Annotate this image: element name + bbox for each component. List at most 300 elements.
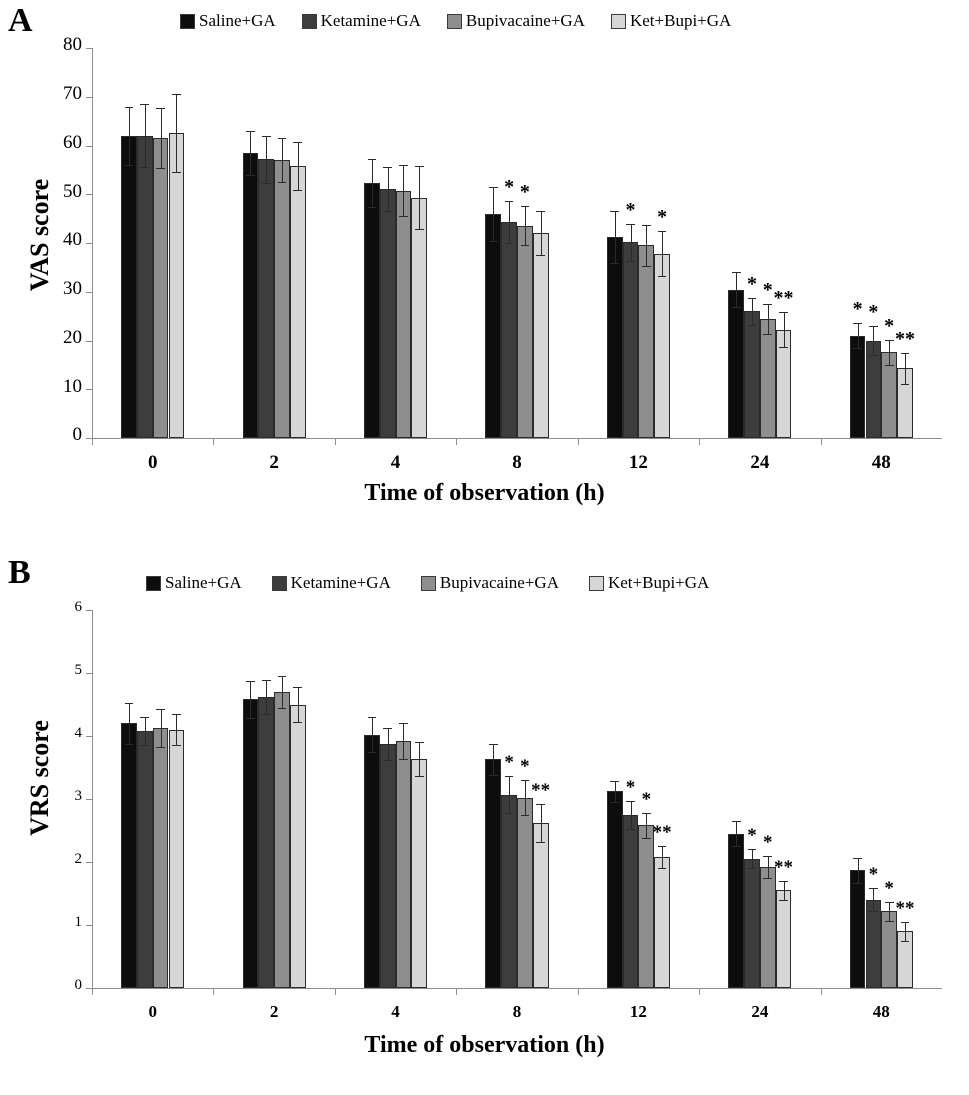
y-axis-tick-label: 80: [63, 34, 82, 56]
error-bar-cap: [399, 165, 408, 166]
error-bar-cap: [278, 708, 287, 709]
error-bar: [161, 108, 162, 168]
bar: [760, 319, 776, 438]
error-bar-cap: [172, 714, 181, 715]
bar: [850, 336, 866, 438]
y-axis-tick: [86, 673, 92, 674]
error-bar: [662, 846, 663, 867]
y-axis-tick: [86, 389, 92, 390]
error-bar-cap: [415, 742, 424, 743]
bar: [380, 189, 396, 438]
error-bar-cap: [610, 802, 619, 803]
x-axis-tick: [335, 438, 336, 445]
error-bar-cap: [262, 136, 271, 137]
error-bar-cap: [536, 842, 545, 843]
error-bar-cap: [415, 166, 424, 167]
error-bar-cap: [415, 776, 424, 777]
error-bar-cap: [658, 868, 667, 869]
legend-swatch-icon: [589, 576, 604, 591]
error-bar-cap: [779, 900, 788, 901]
error-bar-cap: [368, 752, 377, 753]
y-axis-tick-label: 1: [74, 914, 82, 931]
legend-label: Saline+GA: [199, 11, 276, 30]
error-bar-cap: [901, 941, 910, 942]
error-bar-cap: [156, 747, 165, 748]
error-bar-cap: [383, 211, 392, 212]
error-bar-cap: [125, 703, 134, 704]
significance-marker: *: [504, 751, 514, 773]
legend-item: [180, 11, 276, 31]
y-axis-tick-label: 2: [74, 851, 82, 868]
y-axis-tick: [86, 925, 92, 926]
bar: [364, 735, 380, 988]
x-axis-line: [92, 438, 942, 439]
legend-swatch-icon: [302, 14, 317, 29]
legend-swatch-icon: [421, 576, 436, 591]
error-bar: [145, 104, 146, 167]
bar: [485, 214, 501, 438]
error-bar: [525, 206, 526, 245]
error-bar-cap: [658, 231, 667, 232]
error-bar-cap: [853, 348, 862, 349]
error-bar-cap: [521, 815, 530, 816]
error-bar-cap: [642, 266, 651, 267]
bar: [258, 697, 274, 988]
x-axis-tick-label: 4: [390, 452, 401, 473]
y-axis-tick-label: 70: [63, 83, 82, 105]
error-bar: [541, 211, 542, 255]
y-axis-line: [92, 610, 93, 989]
error-bar-cap: [536, 255, 545, 256]
x-axis-tick-label: 12: [628, 452, 648, 473]
error-bar-cap: [140, 745, 149, 746]
bar: [153, 138, 169, 438]
error-bar-cap: [489, 775, 498, 776]
y-axis-tick: [86, 610, 92, 611]
error-bar-cap: [610, 263, 619, 264]
y-axis-tick-label: 5: [74, 662, 82, 679]
legend-label: Bupivacaine+GA: [465, 11, 585, 30]
bar: [396, 191, 412, 438]
error-bar-cap: [278, 138, 287, 139]
legend-label: Saline+GA: [165, 573, 242, 592]
error-bar-cap: [140, 167, 149, 168]
error-bar-cap: [626, 829, 635, 830]
error-bar: [419, 742, 420, 776]
bar: [290, 166, 306, 438]
error-bar-cap: [732, 846, 741, 847]
legend-item: [302, 11, 421, 31]
bar: [623, 815, 639, 988]
error-bar: [419, 166, 420, 229]
bar: [728, 834, 744, 988]
legend-swatch-icon: [272, 576, 287, 591]
error-bar-cap: [246, 681, 255, 682]
error-bar: [905, 922, 906, 941]
error-bar-cap: [658, 846, 667, 847]
bar: [638, 825, 654, 988]
y-axis-tick-label: 6: [74, 599, 82, 616]
panel-a: [0, 0, 969, 545]
error-bar-cap: [399, 759, 408, 760]
significance-marker: *: [868, 300, 879, 323]
bar: [517, 798, 533, 988]
y-axis-tick: [86, 862, 92, 863]
x-axis-tick: [213, 438, 214, 445]
legend-item: [447, 11, 585, 31]
error-bar-cap: [415, 229, 424, 230]
error-bar-cap: [172, 94, 181, 95]
bar: [243, 153, 259, 438]
bar: [274, 692, 290, 988]
error-bar: [282, 138, 283, 182]
error-bar-cap: [125, 165, 134, 166]
y-axis-tick: [86, 97, 92, 98]
significance-marker: **: [894, 327, 915, 350]
bar: [881, 911, 897, 988]
bar: [776, 890, 792, 988]
error-bar-cap: [293, 722, 302, 723]
y-axis-tick-label: 50: [63, 180, 82, 202]
error-bar: [298, 142, 299, 191]
error-bar: [388, 728, 389, 760]
error-bar-cap: [156, 108, 165, 109]
x-axis-tick: [456, 988, 457, 995]
significance-marker: *: [884, 877, 894, 899]
error-bar: [266, 680, 267, 714]
bar: [137, 731, 153, 988]
error-bar-cap: [779, 881, 788, 882]
error-bar: [176, 94, 177, 172]
bar: [533, 823, 549, 988]
legend-label: Ketamine+GA: [290, 573, 391, 592]
error-bar-cap: [262, 680, 271, 681]
error-bar-cap: [853, 858, 862, 859]
error-bar: [250, 681, 251, 719]
y-axis-tick-label: 0: [72, 424, 82, 446]
bar: [517, 226, 533, 438]
significance-marker: *: [884, 314, 895, 337]
legend-label: Ket+Bupi+GA: [607, 573, 710, 592]
significance-marker: *: [625, 198, 636, 221]
error-bar: [372, 717, 373, 752]
bar: [121, 723, 137, 988]
error-bar: [129, 107, 130, 166]
bar: [623, 242, 639, 438]
error-bar: [145, 717, 146, 745]
bar: [411, 759, 427, 988]
bar: [243, 699, 259, 988]
error-bar: [282, 676, 283, 708]
error-bar-cap: [521, 245, 530, 246]
legend-swatch-icon: [447, 14, 462, 29]
legend-label: Bupivacaine+GA: [439, 573, 559, 592]
error-bar-cap: [901, 353, 910, 354]
error-bar-cap: [246, 131, 255, 132]
significance-marker: *: [657, 206, 668, 229]
y-axis-tick-label: 20: [63, 326, 82, 348]
error-bar: [266, 136, 267, 183]
error-bar-cap: [368, 207, 377, 208]
bar: [153, 728, 169, 988]
plot-area-a: [63, 34, 942, 473]
bar: [654, 857, 670, 988]
y-axis-tick: [86, 48, 92, 49]
bar: [850, 870, 866, 988]
bar: [607, 237, 623, 438]
x-axis-tick: [92, 988, 93, 995]
x-axis-tick: [335, 988, 336, 995]
y-axis-tick: [86, 292, 92, 293]
error-bar: [631, 224, 632, 261]
bar: [485, 759, 501, 988]
bar: [380, 744, 396, 988]
error-bar: [372, 159, 373, 208]
significance-marker: **: [531, 780, 551, 802]
error-bar-cap: [885, 921, 894, 922]
error-bar: [129, 703, 130, 745]
error-bar-cap: [278, 676, 287, 677]
x-axis-tick-label: 24: [750, 452, 770, 473]
bar: [744, 311, 760, 438]
x-axis-tick-label: 0: [148, 1002, 157, 1021]
significance-marker: **: [895, 897, 915, 919]
error-bar-cap: [853, 323, 862, 324]
error-bar-cap: [748, 325, 757, 326]
error-bar-cap: [246, 718, 255, 719]
bar: [866, 900, 882, 988]
panel-a-letter: A: [8, 2, 33, 39]
significance-marker: *: [747, 825, 757, 847]
error-bar: [388, 167, 389, 211]
significance-marker: **: [774, 856, 794, 878]
error-bar-cap: [140, 717, 149, 718]
error-bar-cap: [901, 384, 910, 385]
x-axis-title-b: Time of observation (h): [364, 1032, 605, 1058]
error-bar: [509, 201, 510, 243]
error-bar-cap: [262, 714, 271, 715]
error-bar-cap: [262, 183, 271, 184]
error-bar-cap: [779, 347, 788, 348]
legend-item: [421, 573, 559, 593]
bar: [760, 867, 776, 988]
significance-marker: *: [868, 864, 879, 886]
error-bar-cap: [748, 868, 757, 869]
error-bar-cap: [383, 728, 392, 729]
error-bar-cap: [505, 243, 514, 244]
error-bar-cap: [140, 104, 149, 105]
error-bar-cap: [172, 745, 181, 746]
error-bar-cap: [869, 911, 878, 912]
x-axis-tick: [456, 438, 457, 445]
bar: [121, 136, 137, 438]
error-bar-cap: [658, 276, 667, 277]
error-bar-cap: [172, 172, 181, 173]
bar: [654, 254, 670, 438]
error-bar-cap: [732, 307, 741, 308]
x-axis-tick-label: 0: [147, 452, 158, 473]
x-axis-tick: [578, 988, 579, 995]
error-bar: [784, 312, 785, 347]
error-bar-cap: [732, 821, 741, 822]
x-axis-tick-label: 4: [391, 1002, 400, 1021]
x-axis-tick-label: 48: [871, 452, 891, 473]
y-axis-tick: [86, 146, 92, 147]
x-axis-tick: [92, 438, 93, 445]
bar: [411, 198, 427, 438]
y-axis-tick-label: 30: [63, 278, 82, 300]
significance-marker: *: [762, 279, 773, 302]
error-bar: [509, 776, 510, 814]
bar: [169, 730, 185, 988]
bar: [396, 741, 412, 988]
x-axis-tick-label: 2: [269, 1002, 279, 1021]
significance-marker: *: [746, 272, 757, 295]
x-axis-tick-label: 12: [629, 1002, 647, 1021]
error-bar-cap: [125, 744, 134, 745]
error-bar-cap: [156, 709, 165, 710]
x-axis-line: [92, 988, 942, 989]
legend-item: [272, 573, 391, 593]
error-bar-cap: [536, 804, 545, 805]
x-axis-tick-label: 48: [872, 1002, 890, 1021]
legend-panel-a: [180, 10, 757, 32]
significance-marker: *: [641, 788, 652, 810]
legend-label: Ketamine+GA: [320, 11, 421, 30]
y-axis-line: [92, 48, 93, 439]
bar: [169, 133, 185, 438]
bar: [728, 290, 744, 438]
y-axis-tick-label: 0: [74, 977, 82, 994]
y-axis-tick-label: 40: [63, 229, 82, 251]
x-axis-tick-label: 2: [269, 452, 279, 473]
error-bar-cap: [869, 355, 878, 356]
error-bar: [161, 709, 162, 747]
error-bar: [662, 231, 663, 276]
error-bar: [646, 225, 647, 266]
panel-b: [0, 548, 969, 1095]
error-bar: [768, 304, 769, 333]
legend-item: [611, 11, 731, 31]
y-axis-title-a: VAS score: [25, 178, 54, 292]
x-axis-tick-label: 8: [512, 1002, 522, 1021]
error-bar-cap: [885, 365, 894, 366]
bar: [290, 705, 306, 989]
bar: [607, 791, 623, 988]
y-axis-tick-label: 3: [74, 788, 82, 805]
error-bar: [752, 298, 753, 325]
error-bar-cap: [383, 760, 392, 761]
legend-item: [146, 573, 242, 593]
x-axis-tick: [821, 988, 822, 995]
error-bar-cap: [779, 312, 788, 313]
x-axis-tick-label: 24: [751, 1002, 769, 1021]
error-bar-cap: [383, 167, 392, 168]
error-bar: [858, 323, 859, 348]
error-bar-cap: [536, 211, 545, 212]
plot-area-b: [74, 599, 942, 1021]
error-bar-cap: [521, 206, 530, 207]
x-axis-tick: [699, 438, 700, 445]
error-bar: [784, 881, 785, 900]
error-bar: [176, 714, 177, 746]
significance-marker: *: [763, 831, 773, 853]
legend-swatch-icon: [180, 14, 195, 29]
error-bar: [403, 723, 404, 758]
y-axis-tick: [86, 799, 92, 800]
y-axis-tick: [86, 341, 92, 342]
x-axis-title-a: Time of observation (h): [364, 480, 605, 506]
error-bar: [752, 849, 753, 868]
x-axis-tick: [578, 438, 579, 445]
x-axis-tick: [699, 988, 700, 995]
error-bar: [250, 131, 251, 175]
bar: [501, 222, 517, 438]
bar: [258, 159, 274, 438]
bar: [533, 233, 549, 438]
error-bar-cap: [368, 159, 377, 160]
significance-marker: *: [625, 776, 636, 798]
error-bar-cap: [278, 182, 287, 183]
error-bar-cap: [125, 107, 134, 108]
legend-item: [589, 573, 709, 593]
y-axis-tick-label: 10: [63, 375, 82, 397]
error-bar-cap: [626, 224, 635, 225]
x-axis-tick-label: 8: [512, 452, 522, 473]
y-axis-tick: [86, 243, 92, 244]
error-bar-cap: [489, 241, 498, 242]
significance-marker: *: [852, 297, 863, 320]
error-bar-cap: [489, 744, 498, 745]
bar: [501, 795, 517, 988]
x-axis-tick: [821, 438, 822, 445]
y-axis-tick: [86, 736, 92, 737]
y-axis-title-b: VRS score: [25, 720, 54, 836]
significance-marker: **: [652, 822, 672, 844]
error-bar: [403, 165, 404, 216]
legend-label: Ket+Bupi+GA: [629, 11, 732, 30]
bar: [744, 859, 760, 988]
legend-swatch-icon: [146, 576, 161, 591]
error-bar-cap: [293, 687, 302, 688]
y-axis-tick-label: 4: [74, 725, 82, 742]
bar: [364, 183, 380, 438]
bar: [274, 160, 290, 438]
error-bar: [905, 353, 906, 384]
significance-marker: *: [520, 756, 530, 778]
error-bar: [298, 687, 299, 722]
significance-marker: *: [519, 181, 530, 204]
bar: [638, 245, 654, 438]
error-bar-cap: [156, 168, 165, 169]
error-bar-cap: [763, 334, 772, 335]
panel-b-letter: B: [8, 554, 31, 591]
error-bar-cap: [505, 813, 514, 814]
bar: [137, 136, 153, 438]
legend-swatch-icon: [611, 14, 626, 29]
error-bar-cap: [399, 723, 408, 724]
error-bar-cap: [246, 175, 255, 176]
significance-marker: **: [773, 287, 794, 310]
error-bar-cap: [763, 878, 772, 879]
error-bar-cap: [626, 261, 635, 262]
significance-marker: *: [504, 176, 515, 199]
x-axis-tick: [213, 988, 214, 995]
legend-panel-b: [146, 572, 739, 594]
error-bar-cap: [399, 216, 408, 217]
error-bar-cap: [763, 856, 772, 857]
y-axis-tick-label: 60: [63, 131, 82, 153]
